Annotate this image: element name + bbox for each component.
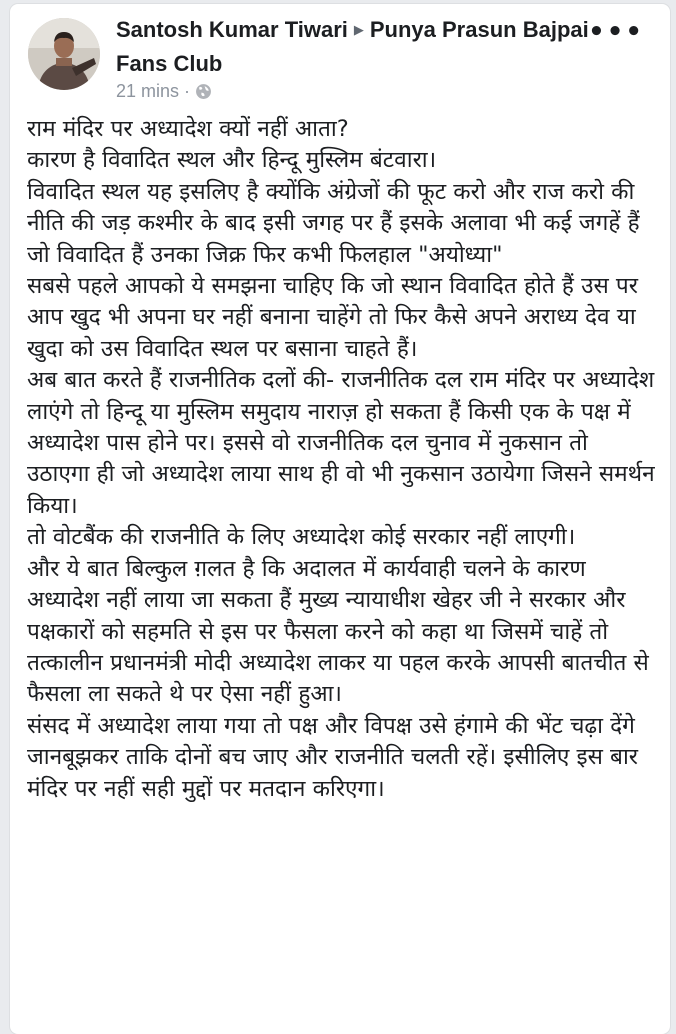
more-options-button[interactable]: ••• [588,17,644,47]
group-name[interactable]: Punya Prasun Bajpai Fans Club [116,17,589,76]
meta-separator: · [184,81,191,101]
author-name[interactable]: Santosh Kumar Tiwari [116,17,348,42]
author-avatar[interactable] [28,18,100,90]
post-header [116,14,606,102]
post-body: राम मंदिर पर अध्यादेश क्यों नहीं आता? कारण है विवादित स्थल और हिन्दू मुस्लिम बंटवारा। विवादित स्थल यह इसलिए है क्योंकि अंग्रेजों की फूट करो और राज करो की नीति की जड़ कश्मीर के बाद इसी जगह पर हैं इसके अलावा भी कई जगहें हैं जो विवादित हैं उनका जिक्र फिर कभी फिलहाल "अयोध्या" सबसे पहले आपको ये समझना चाहिए कि जो स्थान विवादित होते हैं उस पर आप खुद भी अपना घर नहीं बनाना चाहेंगे तो फिर कैसे अपने अराध्य देव या खुदा को उस विवादित स्थल पर बसाना चाहते हैं। अब बात करते हैं राजनीतिक दलों की- राजनीतिक दल राम मंदिर पर अध्यादेश लाएंगे तो हिन्दू या मुस्लिम समुदाय नाराज़ हो सकता हैं किसी एक के पक्ष में अध्यादेश पास होने पर। इससे वो राजनीतिक दल चुनाव में नुकसान तो उठाएगा ही जो अध्यादेश लाया साथ ही वो भी नुकसान उठायेगा जिसने समर्थन किया। तो वोटबैंक की राजनीति के लिए अध्यादेश कोई सरकार नहीं लाएगी। और ये बात बिल्कुल ग़लत है कि अदालत में कार्यवाही चलने के कारण अध्यादेश नहीं लाया जा सकता हैं मुख्य न्यायाधीश खेहर जी ने सरकार और पक्षकारों को सहमति से इस पर फैसला करने को कहा था जिसमें चाहें तो तत्कालीन प्रधानमंत्री मोदी अध्यादेश लाकर या पहल करके आपसी बातचीत से फैसला ला सकते थे पर ऐसा नहीं हुआ। संसद में अध्यादेश लाया गया तो पक्ष और विपक्ष उसे हंगामे की भेंट चढ़ा देंगे जानबूझकर ताकि दोनों बच जाए और राजनीति चलती रहें। इसीलिए इस बार मंदिर पर नहीं सही मुद्दों पर मतदान करिएगा। [27,116,655,802]
arrow-right-icon: ▶ [353,22,364,37]
post-card [10,4,670,1034]
globe-icon [195,83,212,100]
post-meta [116,81,606,102]
post-timestamp[interactable]: 21 mins [116,81,180,101]
avatar-photo [28,18,100,90]
post-title [116,14,606,79]
